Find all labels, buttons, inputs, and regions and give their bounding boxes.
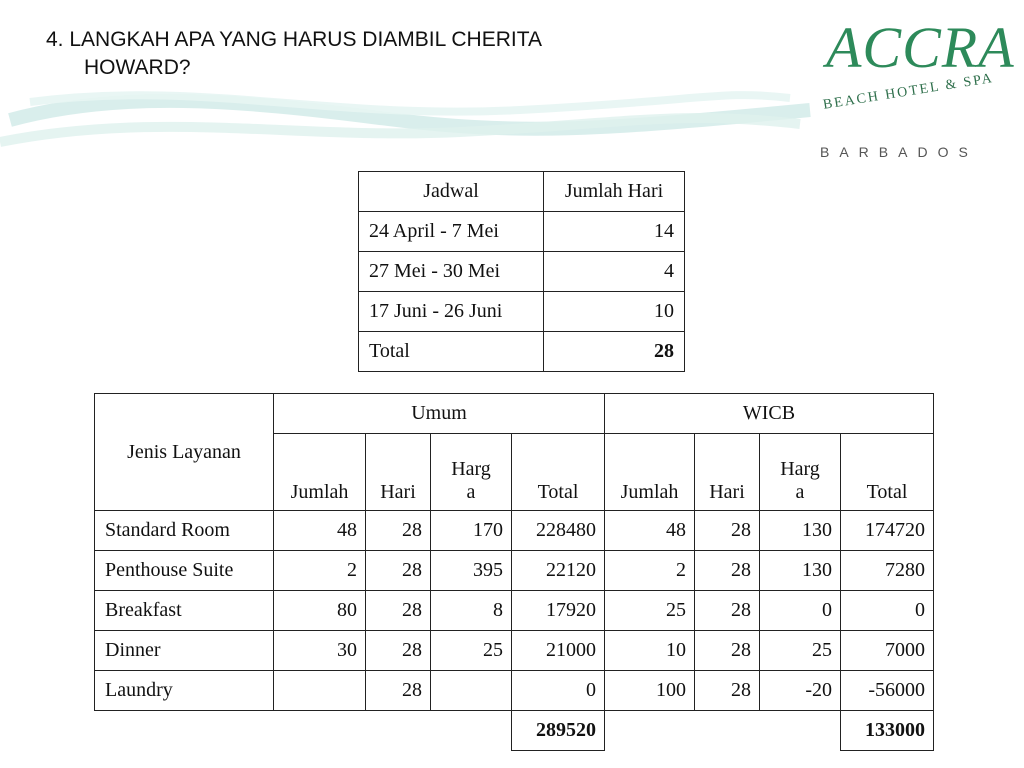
service-name: Standard Room: [95, 511, 274, 551]
title-line-2: HOWARD?: [84, 56, 191, 79]
schedule-days: 10: [544, 292, 685, 332]
services-group-header-row: [95, 394, 934, 434]
wicb-jumlah: 2: [605, 551, 695, 591]
wicb-harga-part-1: Harg: [780, 458, 820, 480]
slide-title: [46, 26, 542, 82]
table-row: [359, 292, 685, 332]
schedule-period: 24 April - 7 Mei: [359, 212, 544, 252]
title-line-1: 4. LANGKAH APA YANG HARUS DIAMBIL CHERITA: [46, 28, 542, 51]
umum-header-hari: Hari: [366, 434, 431, 511]
accra-logo: [812, 12, 1015, 172]
grand-total-spacer: [95, 711, 512, 751]
umum-total: 228480: [512, 511, 605, 551]
schedule-days: 4: [544, 252, 685, 292]
schedule-period: 17 Juni - 26 Juni: [359, 292, 544, 332]
schedule-total-label: Total: [359, 332, 544, 372]
table-row: [95, 551, 934, 591]
umum-harga-part-1: Harg: [451, 458, 491, 480]
umum-hari: 28: [366, 511, 431, 551]
table-row: [359, 212, 685, 252]
schedule-total-row: [359, 332, 685, 372]
wicb-hari: 28: [695, 511, 760, 551]
wicb-harga: -20: [760, 671, 841, 711]
logo-tagline: BEACH HOTEL & SPA: [822, 71, 995, 113]
umum-harga-part-2: a: [466, 481, 476, 503]
logo-location: BARBADOS: [820, 144, 978, 160]
wicb-harga: 130: [760, 511, 841, 551]
schedule-header-jadwal: Jadwal: [359, 172, 544, 212]
grand-total-row: [95, 711, 934, 751]
wicb-header-hari: Hari: [695, 434, 760, 511]
grand-total-umum: 289520: [512, 711, 605, 751]
logo-wordmark: ACCRA: [826, 15, 1015, 80]
umum-jumlah: 2: [274, 551, 366, 591]
services-header-wicb: WICB: [605, 394, 934, 434]
umum-total: 22120: [512, 551, 605, 591]
grand-total-wicb: 133000: [841, 711, 934, 751]
umum-hari: 28: [366, 671, 431, 711]
schedule-table: [358, 171, 685, 372]
umum-harga: [431, 671, 512, 711]
umum-header-jumlah: Jumlah: [274, 434, 366, 511]
wicb-harga-part-2: a: [795, 481, 805, 503]
wicb-harga: 0: [760, 591, 841, 631]
umum-harga: 395: [431, 551, 512, 591]
decorative-wave: [0, 80, 820, 170]
umum-hari: 28: [366, 591, 431, 631]
umum-harga: 8: [431, 591, 512, 631]
umum-hari: 28: [366, 631, 431, 671]
wicb-total: -56000: [841, 671, 934, 711]
wicb-harga: 25: [760, 631, 841, 671]
umum-total: 21000: [512, 631, 605, 671]
table-row: [359, 252, 685, 292]
umum-header-harga: [431, 434, 512, 511]
schedule-days: 14: [544, 212, 685, 252]
schedule-header-row: [359, 172, 685, 212]
schedule-header-jumlah-hari: Jumlah Hari: [544, 172, 685, 212]
service-name: Penthouse Suite: [95, 551, 274, 591]
umum-harga: 25: [431, 631, 512, 671]
service-name: Laundry: [95, 671, 274, 711]
services-header-service: Jenis Layanan: [95, 394, 274, 511]
service-name: Dinner: [95, 631, 274, 671]
umum-header-total: Total: [512, 434, 605, 511]
wicb-hari: 28: [695, 591, 760, 631]
wicb-total: 7000: [841, 631, 934, 671]
umum-jumlah: 48: [274, 511, 366, 551]
wicb-jumlah: 100: [605, 671, 695, 711]
schedule-total-days: 28: [544, 332, 685, 372]
umum-jumlah: 30: [274, 631, 366, 671]
wicb-jumlah: 25: [605, 591, 695, 631]
wicb-header-harga: [760, 434, 841, 511]
wicb-jumlah: 48: [605, 511, 695, 551]
wicb-hari: 28: [695, 671, 760, 711]
wicb-harga: 130: [760, 551, 841, 591]
wicb-total: 7280: [841, 551, 934, 591]
wicb-total: 174720: [841, 511, 934, 551]
wicb-header-jumlah: Jumlah: [605, 434, 695, 511]
table-row: [95, 671, 934, 711]
wicb-jumlah: 10: [605, 631, 695, 671]
services-header-umum: Umum: [274, 394, 605, 434]
services-table: [94, 393, 934, 751]
umum-total: 0: [512, 671, 605, 711]
wicb-total: 0: [841, 591, 934, 631]
service-name: Breakfast: [95, 591, 274, 631]
table-row: [95, 591, 934, 631]
umum-jumlah: [274, 671, 366, 711]
umum-hari: 28: [366, 551, 431, 591]
schedule-period: 27 Mei - 30 Mei: [359, 252, 544, 292]
table-row: [95, 511, 934, 551]
grand-total-spacer: [605, 711, 841, 751]
umum-jumlah: 80: [274, 591, 366, 631]
wicb-hari: 28: [695, 551, 760, 591]
umum-total: 17920: [512, 591, 605, 631]
wicb-hari: 28: [695, 631, 760, 671]
table-row: [95, 631, 934, 671]
wicb-header-total: Total: [841, 434, 934, 511]
umum-harga: 170: [431, 511, 512, 551]
